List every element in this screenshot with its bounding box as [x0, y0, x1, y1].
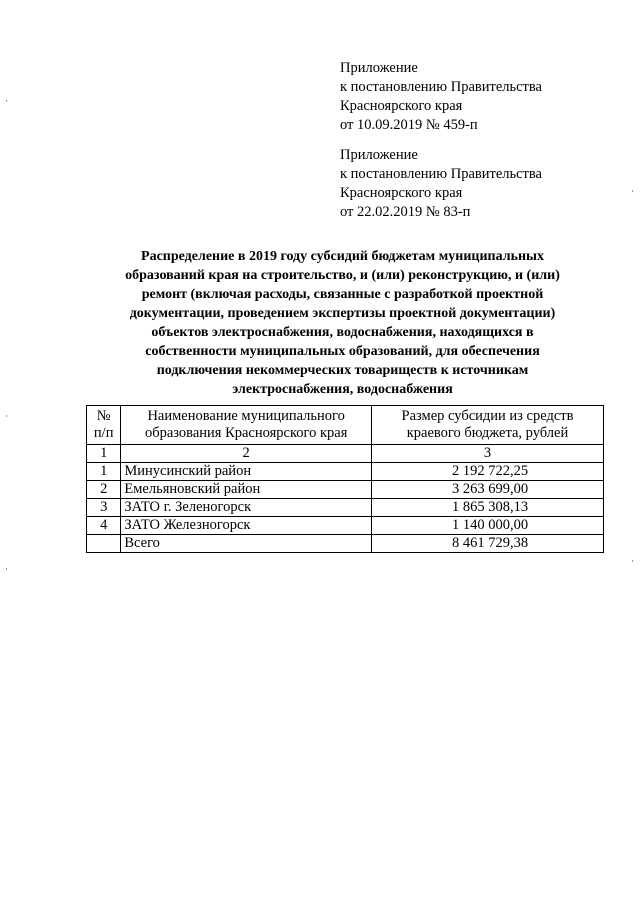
appendix-region: Красноярского края: [340, 98, 463, 114]
title-line: электроснабжения, водоснабжения: [232, 382, 453, 397]
subsidy-amount: 3 263 699,00: [371, 481, 603, 499]
subsidy-distribution-table: [86, 405, 604, 553]
title-line: объектов электроснабжения, водоснабжения, находящихся в: [151, 325, 534, 340]
row-number: 4: [87, 517, 121, 535]
header-municipality-line2: образования Красноярского края: [144, 425, 348, 441]
title-line: документации, проведением экспертизы проектной документации): [129, 306, 556, 321]
title-line: образований края на строительство, и (или) реконструкцию, и (или): [125, 268, 560, 283]
header-municipality: [121, 406, 372, 445]
column-number: 2: [121, 445, 372, 463]
subsidy-amount: 2 192 722,25: [371, 463, 603, 481]
total-number: [87, 535, 121, 553]
appendix-label: Приложение: [340, 147, 418, 163]
scan-speck: [6, 100, 7, 102]
header-amount-line2: краевого бюджета, рублей: [406, 425, 569, 441]
scan-speck: [632, 190, 633, 192]
header-number-symbol: №: [96, 408, 111, 424]
header-number: [87, 406, 121, 445]
table-row: [87, 463, 604, 481]
table-row: [87, 481, 604, 499]
row-number: 1: [87, 463, 121, 481]
appendix-decree-date: от 22.02.2019 № 83-п: [340, 204, 471, 220]
scan-speck: [6, 568, 7, 570]
subsidy-amount: 1 865 308,13: [371, 499, 603, 517]
table-row: [87, 517, 604, 535]
row-number: 3: [87, 499, 121, 517]
title-line: ремонт (включая расходы, связанные с разработкой проектной: [141, 287, 544, 302]
total-label: Всего: [121, 535, 372, 553]
scan-speck: [6, 415, 7, 417]
row-number: 2: [87, 481, 121, 499]
appendix-label: Приложение: [340, 60, 418, 76]
municipality-name: Минусинский район: [121, 463, 372, 481]
column-number: 3: [371, 445, 603, 463]
total-row: [87, 535, 604, 553]
appendix-region: Красноярского края: [340, 185, 463, 201]
table-header-row: [87, 406, 604, 445]
column-number-row: [87, 445, 604, 463]
title-line: собственности муниципальных образований, для обеспечения: [145, 344, 540, 359]
municipality-name: ЗАТО г. Зеленогорск: [121, 499, 372, 517]
header-number-abbr: п/п: [93, 425, 114, 441]
appendix-decree-ref: к постановлению Правительства: [340, 166, 542, 182]
header-municipality-line1: Наименование муниципального: [147, 408, 345, 424]
municipality-name: ЗАТО Железногорск: [121, 517, 372, 535]
appendix-current-decree: [340, 59, 542, 135]
title-line: Распределение в 2019 году субсидий бюджетам муниципальных: [141, 249, 544, 264]
municipality-name: Емельяновский район: [121, 481, 372, 499]
scan-speck: [632, 560, 633, 562]
subsidy-amount: 1 140 000,00: [371, 517, 603, 535]
document-title: [80, 247, 605, 399]
appendix-decree-date: от 10.09.2019 № 459-п: [340, 117, 478, 133]
appendix-decree-ref: к постановлению Правительства: [340, 79, 542, 95]
header-amount-line1: Размер субсидии из средств: [401, 408, 574, 424]
header-subsidy-amount: [371, 406, 603, 445]
table-row: [87, 499, 604, 517]
total-amount: 8 461 729,38: [371, 535, 603, 553]
appendix-original-decree: [340, 146, 542, 222]
column-number: 1: [87, 445, 121, 463]
title-line: подключения некоммерческих товариществ к источникам: [156, 363, 529, 378]
